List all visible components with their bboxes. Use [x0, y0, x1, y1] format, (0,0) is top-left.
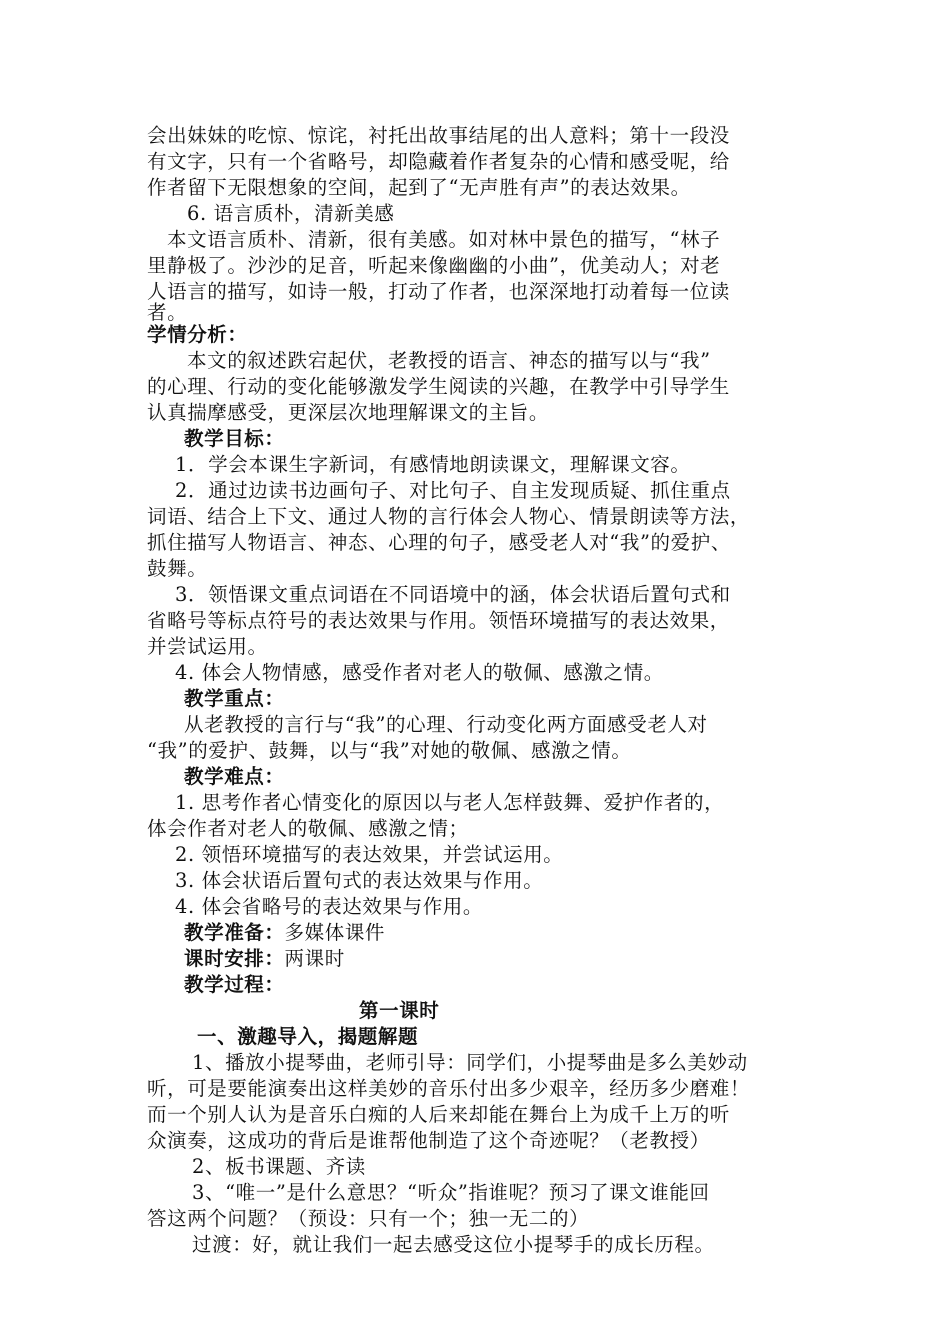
heading-teaching-focus: 教学重点： — [184, 687, 285, 710]
paragraph-line: 而一个别人认为是音乐白痴的人后来却能在舞台上为成千上万的听 — [147, 1103, 730, 1126]
paragraph-line: 认真揣摩感受，更深层次地理解课文的主旨。 — [147, 401, 550, 424]
paragraph-line: 省略号等标点符号的表达效果与作用。领悟环境描写的表达效果， — [147, 609, 730, 632]
label: 教学准备： — [184, 921, 285, 944]
paragraph-line: 有文字，只有一个省略号，却隐藏着作者复杂的心情和感受呢，给 — [147, 150, 730, 173]
heading-teaching-process: 教学过程： — [184, 973, 285, 996]
class-schedule — [184, 946, 345, 972]
paragraph-line: 词语、结合上下文、通过人物的言行体会人物心、情景朗读等方法， — [147, 505, 751, 528]
paragraph-line: 从老教授的言行与“我”的心理、行动变化两方面感受老人对 — [184, 713, 708, 736]
heading-teaching-goals: 教学目标： — [184, 427, 285, 450]
list-item: 1. 思考作者心情变化的原因以与老人怎样鼓舞、爱护作者的， — [175, 791, 725, 814]
section-heading: 6. 语言质朴，清新美感 — [187, 202, 395, 225]
paragraph-line: 答这两个问题？（预设：只有一个；独一无二的） — [147, 1207, 590, 1230]
paragraph-line: 鼓舞。 — [147, 557, 208, 580]
list-item: 3．领悟课文重点词语在不同语境中的涵，体会状语后置句式和 — [175, 583, 731, 606]
paragraph-line: 的心理、行动的变化能够激发学生阅读的兴趣，在教学中引导学生 — [147, 375, 730, 398]
paragraph-line: 本文的叙述跌宕起伏，老教授的语言、神态的描写以与“我” — [187, 349, 711, 372]
paragraph-line: 体会作者对老人的敬佩、感激之情； — [147, 817, 469, 840]
list-item: 2．通过边读书边画句子、对比句子、自主发现质疑、抓住重点 — [175, 479, 731, 502]
paragraph-line: 过渡：好，就让我们一起去感受这位小提琴手的成长历程。 — [192, 1233, 715, 1256]
list-item: 1、播放小提琴曲，老师引导：同学们，小提琴曲是多么美妙动 — [192, 1051, 748, 1074]
paragraph-line: 并尝试运用。 — [147, 635, 268, 658]
label: 课时安排： — [184, 947, 285, 970]
list-item: 4. 体会省略号的表达效果与作用。 — [175, 895, 484, 918]
list-item: 2、板书课题、齐读 — [192, 1155, 366, 1178]
value: 多媒体课件 — [284, 921, 386, 944]
teaching-preparation — [184, 920, 385, 946]
list-item: 3. 体会状语后置句式的表达效果与作用。 — [175, 869, 544, 892]
paragraph-line: 抓住描写人物语言、神态、心理的句子，感受老人对“我”的爱护、 — [147, 531, 731, 554]
paragraph-line: 本文语言质朴、清新，很有美感。如对林中景色的描写，“林子 — [167, 228, 721, 251]
paragraph-line: “我”的爱护、鼓舞，以与“我”对她的敬佩、感激之情。 — [147, 739, 632, 762]
list-item: 3、“唯一”是什么意思？“听众”指谁呢？预习了课文谁能回 — [192, 1181, 710, 1204]
list-item: 4. 体会人物情感，感受作者对老人的敬佩、感激之情。 — [175, 661, 664, 684]
paragraph-line: 作者留下无限想象的空间，起到了“无声胜有声”的表达效果。 — [147, 176, 691, 199]
paragraph-line: 里静极了。沙沙的足音，听起来像幽幽的小曲”，优美动人；对老 — [147, 254, 721, 277]
paragraph-line: 听，可是要能演奏出这样美妙的音乐付出多少艰辛，经历多少磨难！ — [147, 1077, 751, 1100]
list-item: 1．学会本课生字新词，有感情地朗读课文，理解课文容。 — [175, 453, 691, 476]
lesson-title: 第一课时 — [359, 999, 440, 1022]
list-item: 2. 领悟环境描写的表达效果，并尝试运用。 — [175, 843, 564, 866]
paragraph-line: 人语言的描写，如诗一般，打动了作者，也深深地打动着每一位读 — [147, 280, 730, 303]
section-heading: 一、激趣导入，揭题解题 — [197, 1025, 419, 1048]
paragraph-line: 会出妹妹的吃惊、惊诧，衬托出故事结尾的出人意料；第十一段没 — [147, 124, 730, 147]
heading-student-analysis: 学情分析： — [147, 323, 248, 346]
value: 两课时 — [284, 947, 345, 970]
paragraph-line: 者。 — [147, 301, 188, 324]
heading-teaching-difficulty: 教学难点： — [184, 765, 285, 788]
paragraph-line: 众演奏，这成功的背后是谁帮他制造了这个奇迹呢？（老教授） — [147, 1129, 710, 1152]
